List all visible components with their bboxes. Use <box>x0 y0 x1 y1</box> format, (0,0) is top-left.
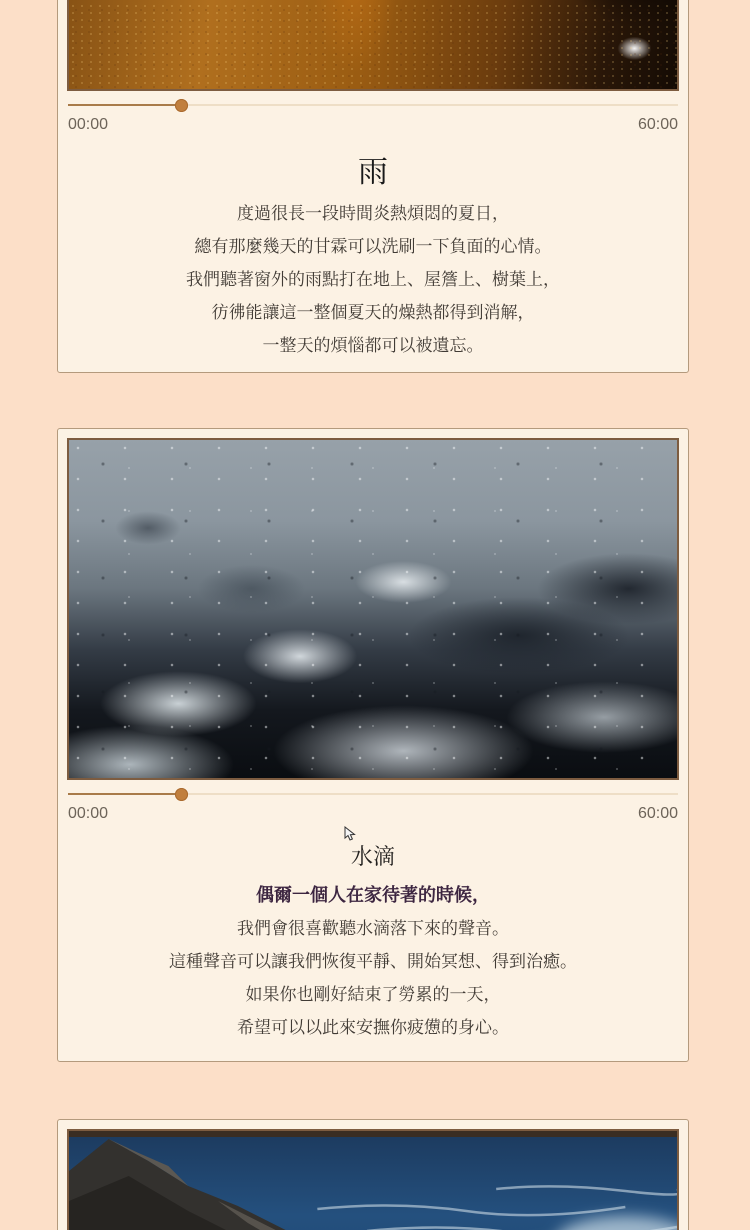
raindrops-photo <box>67 438 679 780</box>
audio-card-drip <box>57 428 689 1062</box>
duration-time: 60:00 <box>637 116 678 133</box>
description-line: 度過很長一段時間炎熱煩悶的夏日， <box>237 204 509 223</box>
ocean-rocks-photo <box>67 1129 679 1230</box>
description-line: 我們聽著窗外的雨點打在地上、屋簷上、樹葉上， <box>186 270 560 289</box>
description-line: 總有那麼幾天的甘霖可以洗刷一下負面的心情。 <box>194 237 552 256</box>
track-title: 雨 <box>358 156 388 189</box>
audio-card-rain <box>57 0 689 373</box>
elapsed-time: 00:00 <box>68 116 109 133</box>
description-line: 這種聲音可以讓我們恢復平靜、開始冥想、得到治癒。 <box>169 952 577 971</box>
track-description <box>67 197 679 362</box>
time-labels <box>67 116 679 134</box>
audio-player <box>67 787 679 823</box>
elapsed-time: 00:00 <box>68 805 109 822</box>
rain-texture-photo <box>67 0 679 91</box>
description-lead-line: 偶爾一個人在家待著的時候， <box>256 885 490 905</box>
track-title: 水滴 <box>350 844 395 869</box>
slider-thumb[interactable] <box>175 788 188 801</box>
seek-slider[interactable] <box>67 98 679 113</box>
description-line: 彷彿能讓這一整個夏天的燥熱都得到消解， <box>211 303 535 322</box>
slider-progress <box>68 104 182 106</box>
description-line: 一整天的煩惱都可以被遺忘。 <box>262 336 484 355</box>
audio-player <box>67 98 679 134</box>
slider-progress <box>68 793 182 795</box>
description-line: 我們會很喜歡聽水滴落下來的聲音。 <box>237 919 509 938</box>
description-line: 希望可以以此來安撫你疲憊的身心。 <box>237 1018 509 1037</box>
time-labels <box>67 805 679 823</box>
duration-time: 60:00 <box>637 805 678 822</box>
description-line: 如果你也剛好結束了勞累的一天， <box>245 985 501 1004</box>
mouse-cursor-icon <box>344 826 358 842</box>
track-description <box>67 879 679 1044</box>
audio-card-ocean <box>57 1119 689 1230</box>
slider-thumb[interactable] <box>175 99 188 112</box>
seek-slider[interactable] <box>67 787 679 802</box>
